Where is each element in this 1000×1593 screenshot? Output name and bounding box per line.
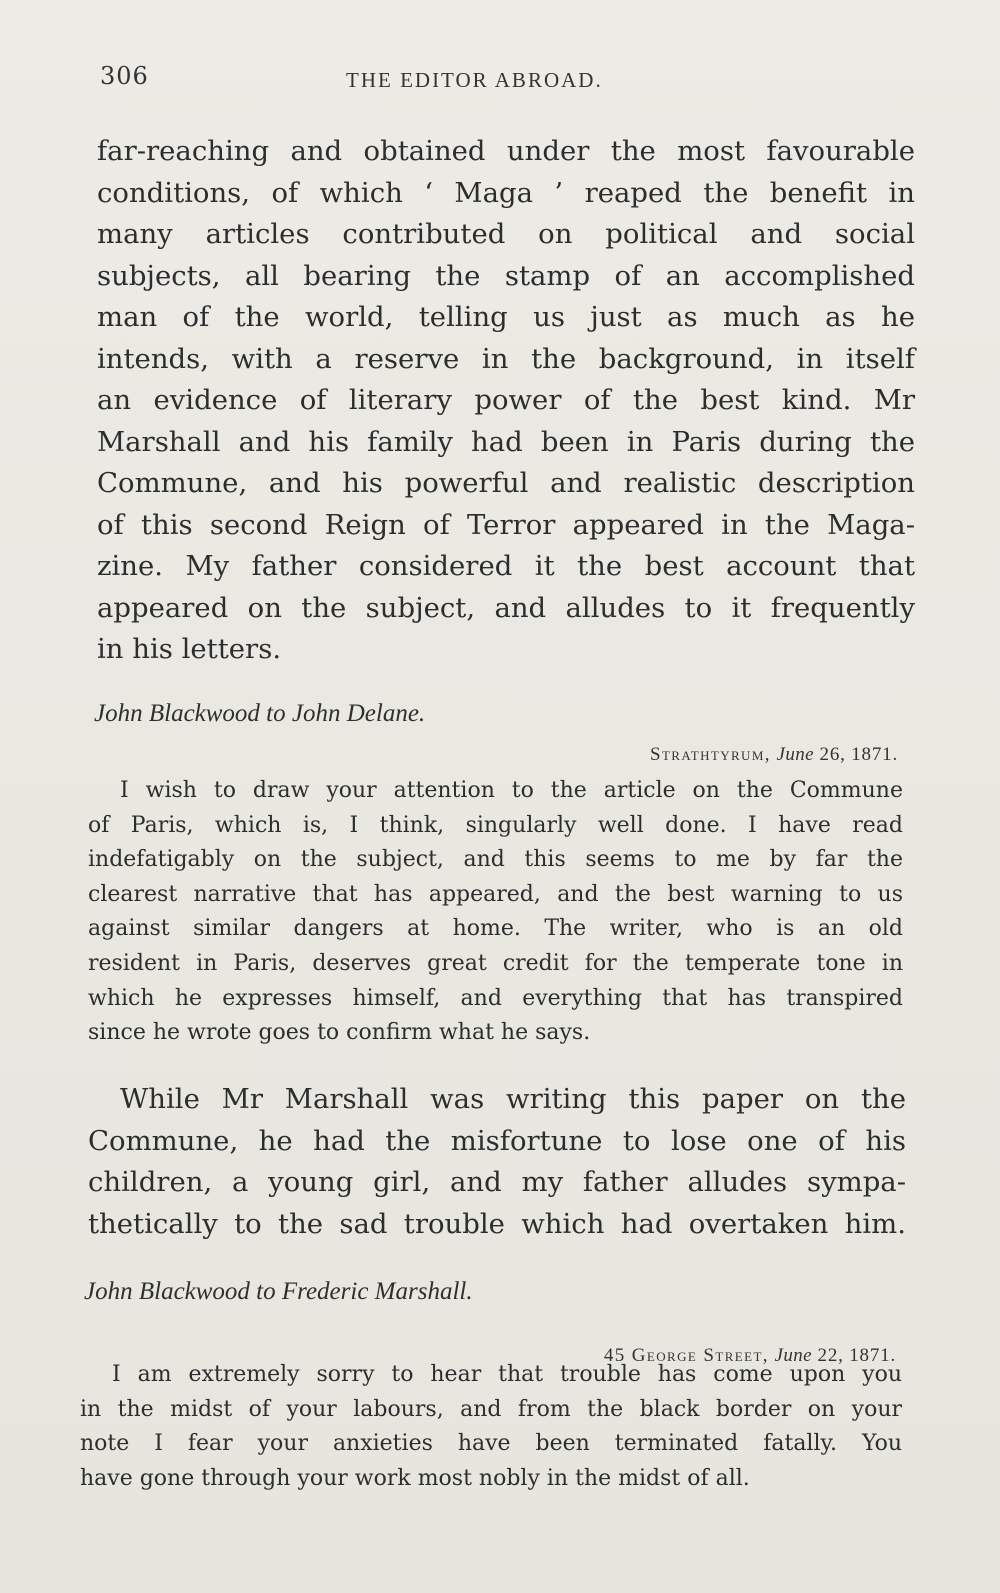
page-number: 306 (100, 62, 149, 90)
letter-body (88, 774, 903, 1051)
text-line: intends, with a reserve in the background, in itself (97, 342, 915, 375)
letter-heading: John Blackwood to Frederic Marshall. (84, 1278, 473, 1305)
text-line: zine. My father considered it the best account that (97, 550, 915, 582)
text-span: While Mr Marshall was writing this paper on the (120, 1083, 906, 1115)
text-line: of this second Reign of Terror appeared in the Maga- (97, 508, 915, 541)
text-line: Marshall and his family had been in Paris during the (97, 425, 915, 458)
text-line (88, 774, 903, 809)
text-line: an evidence of literary power of the best kind. Mr (97, 384, 915, 416)
page-header (96, 62, 920, 102)
text-line: man of the world, telling us just as much as he (97, 301, 915, 333)
text-line: against similar dangers at home. The writer, who is an old (88, 916, 903, 942)
dateline-year: 26, 1871. (819, 744, 898, 765)
text-line: subjects, all bearing the stamp of an accomplished (97, 259, 915, 292)
text-line: far-reaching and obtained under the most favourable (97, 135, 915, 167)
text-line: thetically to the sad trouble which had overtaken him. (88, 1207, 906, 1240)
text-line: appeared on the subject, and alludes to it frequently (97, 591, 915, 624)
text-line (80, 1358, 902, 1393)
dateline-month: June (776, 744, 814, 765)
text-line: conditions, of which ‘ Maga ’ reaped the benefit in (97, 176, 915, 209)
text-line: Commune, and his powerful and realistic description (97, 467, 915, 499)
text-line: since he wrote goes to confirm what he says. (88, 1020, 591, 1046)
text-line: in his letters. (97, 633, 282, 665)
dateline-place: 45 George Street, (603, 1345, 769, 1366)
dateline-year: 22, 1871. (817, 1345, 896, 1366)
text-span: I wish to draw your attention to the article on the Commune (120, 778, 903, 803)
text-line: children, a young girl, and my father alludes sympa- (88, 1166, 906, 1198)
text-line: in the midst of your labours, and from the black border on your (80, 1396, 902, 1422)
text-line (88, 1079, 906, 1121)
running-head: THE EDITOR ABROAD. (346, 68, 603, 92)
dateline-month: June (774, 1345, 812, 1366)
text-span: I am extremely sorry to hear that trouble has come upon you (112, 1362, 902, 1387)
text-line: many articles contributed on political and social (97, 218, 915, 250)
letter-heading: John Blackwood to John Delane. (94, 700, 426, 727)
text-line: of Paris, which is, I think, singularly well done. I have read (88, 812, 903, 838)
paragraph-2 (88, 1079, 906, 1245)
letter-body (80, 1358, 902, 1496)
text-line: indefatigably on the subject, and this seems to me by far the (88, 847, 903, 873)
dateline-place: Strathtyrum, (650, 744, 771, 765)
letter-dateline (400, 744, 898, 766)
text-line: have gone through your work most nobly in the midst of all. (80, 1465, 750, 1491)
text-line: Commune, he had the misfortune to lose one of his (88, 1124, 906, 1157)
paragraph-1 (97, 131, 915, 671)
text-line: which he expresses himself, and everything that has transpired (88, 985, 903, 1011)
text-line: clearest narrative that has appeared, and the best warning to us (88, 881, 903, 907)
text-line: note I fear your anxieties have been terminated fatally. You (80, 1431, 902, 1457)
text-line: resident in Paris, deserves great credit for the temperate tone in (88, 950, 903, 976)
